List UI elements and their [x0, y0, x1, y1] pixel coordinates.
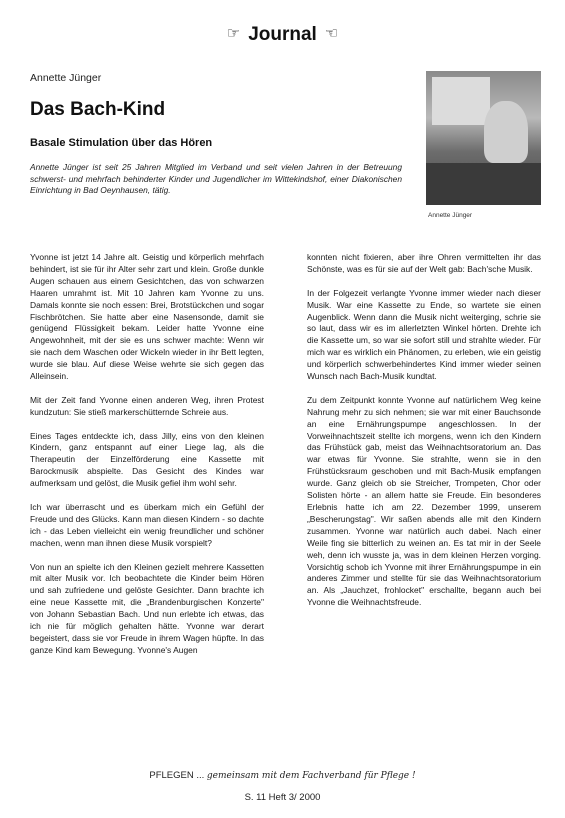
article-intro: Annette Jünger ist seit 25 Jahren Mitglied im Verband und seit vielen Jahren in der Betreuung schwerst- und mehrfach behinderter Kinder und Jugendlicher im Wittekindshof, einer Diakonischen Einrichtung in Bad Oeynhausen, tätig. — [30, 162, 402, 195]
journal-header — [0, 24, 565, 46]
body-paragraph: Eines Tages entdeckte ich, dass Jilly, eins von den kleinen Kindern, ganz entspannt auf einer Liege lag, als die Therapeutin der Einzelförderung eine Kassette mit Barockmusik abspielte. Das Gesicht des Kindes war aufmerksam und gelöst, die Musik gefiel ihm wohl sehr. — [30, 430, 264, 489]
article-title: Das Bach-Kind — [30, 99, 166, 120]
body-column-right — [307, 252, 541, 621]
footer-lead: PFLEGEN ... — [149, 770, 205, 781]
footer-script: gemeinsam mit dem Fachverband für Pflege ! — [206, 771, 416, 781]
pointing-hand-right-icon: ☞ — [226, 25, 241, 42]
page-reference: S. 11 Heft 3/ 2000 — [244, 792, 321, 803]
body-paragraph: Yvonne ist jetzt 14 Jahre alt. Geistig und körperlich mehrfach behindert, ist sie für ihr Alter sehr zart und klein. Große dunkle Augen schauen aus einem Gesichtchen, das von schwarzen Haaren umrahmt ist. Mit 10 Jahren kam Yvonne zu uns. Damals konnte sie noch essen: Brei, Brotstückchen und sogar Fischbrötchen. Sie hatte aber eine Nasensonde, damit sie genügend Flüssigkeit bekam. Leider hatte Yvonne eine Angewohnheit, mit der sie es uns schwer machte: Wenn wir sie nach dem Waschen oder Wickeln wieder in ihr Bett legten, wurde sie blau. Auf diese Weise wehrte sie sich gegen das Alleinsein. — [30, 252, 264, 382]
photo-window-shape — [432, 77, 490, 125]
photo-table-shape — [426, 163, 541, 205]
body-paragraph: Von nun an spielte ich den Kleinen gezielt mehrere Kassetten mit alter Musik vor. Ich beobachtete die Kinder beim Hören und sah zufriedene und gelöste Gesichter. Dann brachte ich eine neue Kassette mit, die „Brandenburgischen Konzerte" von Johann Sebastian Bach. Und nun erlebte ich etwas, das ich nie für möglich gehalten hätte. Yvonne war derart begeistert, dass sie vor Freude in ihrem Wagen hüpfte. In das ganze Kind kam Bewegung. Yvonne's Augen — [30, 561, 264, 655]
body-column-left — [30, 252, 264, 669]
photo-person-shape — [484, 101, 528, 163]
article-subtitle: Basale Stimulation über das Hören — [30, 137, 213, 149]
body-paragraph: In der Folgezeit verlangte Yvonne immer wieder nach dieser Musik. War eine Kassette zu Ende, so wartete sie einen Augenblick. Wenn dann die Musik nicht weiterging, schrie sie so laut, dass wir es im allerletzten Winkel hörten. Drehte ich die Kassette um, so war sie sofort still und strahlte wieder. Für mich war es wirklich ein Phänomen, zu erleben, wie ein geistig und körperlich schwerbehindertes Kind immer wieder seinen Wunsch nach Bach-Musik kundtat. — [307, 287, 541, 382]
footer-slogan — [0, 770, 565, 781]
article-author: Annette Jünger — [30, 72, 102, 84]
body-paragraph: Ich war überrascht und es überkam mich ein Gefühl der Freude und des Glücks. Kann man diesen Kindern - so dachte ich - das Leben vielleicht ein wenig freundlicher und schöner machen, wenn man ihnen diese Musik vorspielt? — [30, 501, 264, 548]
author-photo — [426, 71, 541, 205]
journal-title: Journal — [248, 24, 317, 45]
body-paragraph: konnten nicht fixieren, aber ihre Ohren vermittelten ihr das Schönste, was es für sie auf der Welt gab: Bach'sche Musik. — [307, 252, 541, 274]
pointing-hand-left-icon: ☜ — [324, 25, 339, 42]
body-paragraph: Mit der Zeit fand Yvonne einen anderen Weg, ihren Protest kundzutun: Sie stieß markerschütternde Schreie aus. — [30, 394, 264, 417]
body-paragraph: Zu dem Zeitpunkt konnte Yvonne auf natürlichem Weg keine Nahrung mehr zu sich nehmen; sie war mit einer Bauchsonde an eine Ernährungspumpe angeschlossen. In der Vorweihnachtszeit stellte ich morgens, wenn ich den Kindern das Frühstück gab, meist das Weihnachtsoratorium an. Das war etwas für Yvonne. Sie strahlte, wenn sie in den Frühstücksraum geschoben und mit Bach-Musik empfangen wurde. Ganz gleich ob sie Streicher, Trompeten, Chor oder Solisten hörte - an allem hatte sie Freude. Ein besonderes Erlebnis hatte ich am 22. Dezember 1999, unserem „Bescherungstag". Wir saßen abends alle mit den Kindern zusammen. Yvonne war natürlich auch dabei. Nach einer Weile fing sie bitterlich zu weinen an. Es tat mir in der Seele weh, denn ich wusste ja, was in dem kleinen Herzen vorging. Vorsichtig schob ich Yvonne mit ihrer Ernährungspumpe in ein anderes Zimmer und stellte für sie das Weihnachtsoratorium an. Als „Jauchzet, frohlocket" erschallte, begann auch bei Yvonne die Weihnachtsfreude. — [307, 394, 541, 608]
photo-caption: Annette Jünger — [428, 212, 473, 219]
